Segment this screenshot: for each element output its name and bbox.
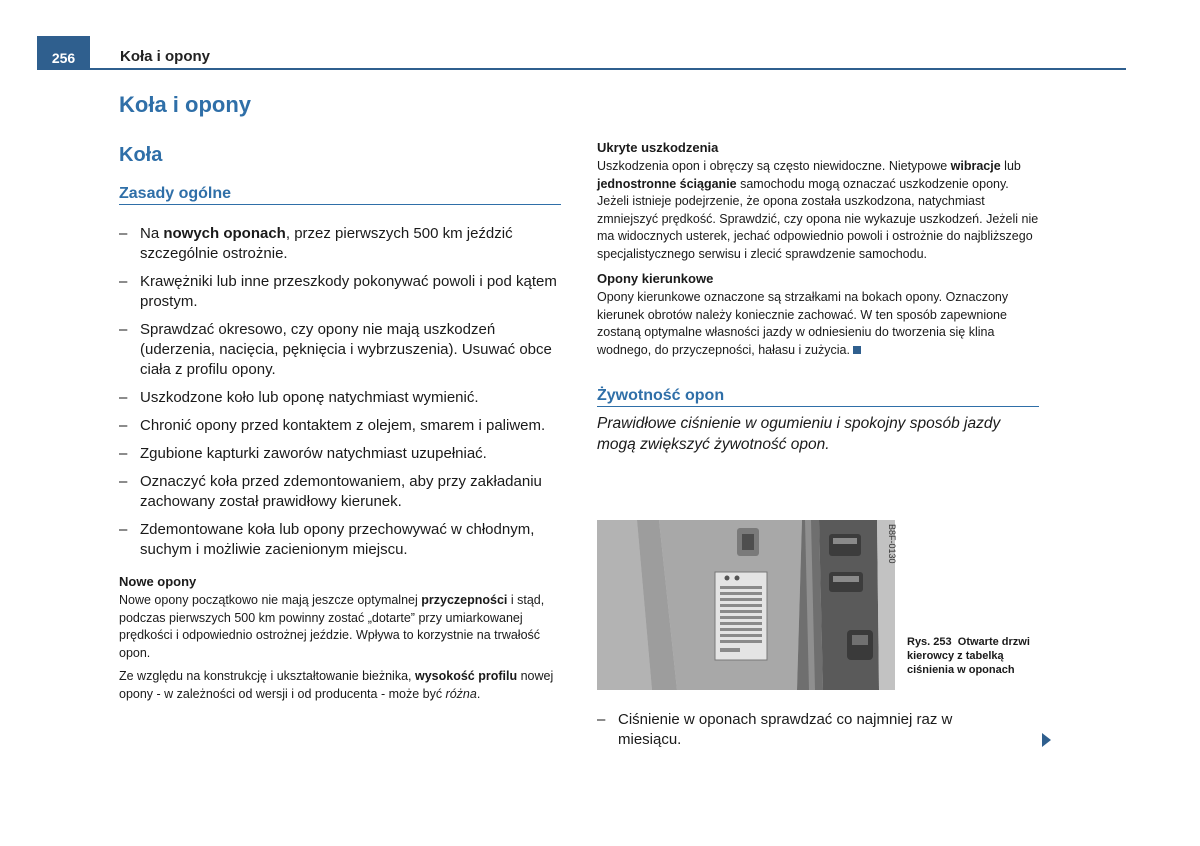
general-list <box>119 224 561 560</box>
list-item: – Krawężniki lub inne przeszkody pokonywać powoli i pod kątem prostym. <box>119 273 557 310</box>
directional-heading: Opony kierunkowe <box>597 271 714 286</box>
general-heading-wrap <box>119 185 561 205</box>
chapter-title: Koła i opony <box>119 92 251 117</box>
lifetime-heading: Żywotność opon <box>597 387 725 404</box>
section-title: Koła <box>119 144 163 166</box>
left-column <box>119 92 561 709</box>
list-item: – Na nowych oponach, przez pierwszych 500 km jeździć szczególnie ostrożnie. <box>119 225 513 262</box>
new-tires-paragraph-2: Ze względu na konstrukcję i ukształtowanie bieżnika, wysokość profilu nowej opony - w zależności od wersji i od producenta - może być różna. <box>119 669 554 701</box>
hidden-damage-heading: Ukryte uszkodzenia <box>597 140 719 155</box>
open-door-illustration <box>597 520 895 690</box>
right-column <box>597 140 1039 455</box>
figure-caption: Rys. 253 Otwarte drzwi kierowcy z tabelką ciśnienia w oponach <box>907 636 1030 676</box>
door-figure <box>597 520 895 690</box>
page-number: 256 <box>37 36 90 70</box>
header-rule <box>90 68 1126 70</box>
hidden-damage-paragraph: Uszkodzenia opon i obręczy są często niewidoczne. Nietypowe wibracje lub jednostronne ściąganie samochodu mogą oznaczać uszkodzenie opony. Jeżeli istnieje podejrzenie, że opona została uszkodzona, natychmiast zmniejszyć prędkość. Sprawdzić, czy opona nie wykazuje uszkodzeń. Jeżeli nie ma widocznych usterek, jechać odpowiednio powoli i ostrożnie do najbliższego specjalistycznego serwisu i zlecić sprawdzenie samochodu. <box>597 159 1039 261</box>
list-item: – Oznaczyć koła przed zdemontowaniem, aby przy zakładaniu zachowany został prawidłowy kierunek. <box>119 473 542 510</box>
lifetime-heading-wrap <box>597 387 1039 407</box>
list-item: – Uszkodzone koło lub oponę natychmiast wymienić. <box>119 389 479 406</box>
list-item: – Zgubione kapturki zaworów natychmiast uzupełniać. <box>119 445 487 462</box>
list-item: – Chronić opony przed kontaktem z olejem, smarem i paliwem. <box>119 417 546 434</box>
new-tires-paragraph-1: Nowe opony początkowo nie mają jeszcze optymalnej przyczepności i stąd, podczas pierwszych 500 km powinny zostać „dotarte” przy umiarkowanej prędkości i odpowiednio ostrożnej jeździe. Wpływa to korzystnie na trwałość opon. <box>119 593 545 660</box>
continue-arrow-icon <box>1042 733 1051 747</box>
end-marker-icon <box>853 346 861 354</box>
lifetime-lead: Prawidłowe ciśnienie w ogumieniu i spokojny sposób jazdy mogą zwiększyć żywotność opon. <box>597 415 1001 453</box>
list-item: – Zdemontowane koła lub opony przechowywać w chłodnym, suchym i możliwie zacienionym miejscu. <box>119 521 535 558</box>
lifetime-list <box>597 710 1017 758</box>
list-item: – Ciśnienie w oponach sprawdzać co najmniej raz w miesiącu. <box>597 711 953 748</box>
new-tires-heading: Nowe opony <box>119 574 197 589</box>
running-header-title: Koła i opony <box>120 48 210 65</box>
directional-paragraph: Opony kierunkowe oznaczone są strzałkami na bokach opony. Oznaczony kierunek obrotów należy koniecznie zachować. W ten sposób zapewnione zostaną optymalne własności jazdy w odniesieniu do tworzenia się klina wodnego, do przyczepności, hałasu i zużycia. <box>597 290 1009 357</box>
list-item: – Sprawdzać okresowo, czy opony nie mają uszkodzeń (uderzenia, nacięcia, pęknięcia i wybrzuszenia). Usuwać obce ciała z profilu opony. <box>119 321 552 378</box>
figure-code: B8F-0130 <box>887 524 897 564</box>
general-heading: Zasady ogólne <box>119 185 232 202</box>
